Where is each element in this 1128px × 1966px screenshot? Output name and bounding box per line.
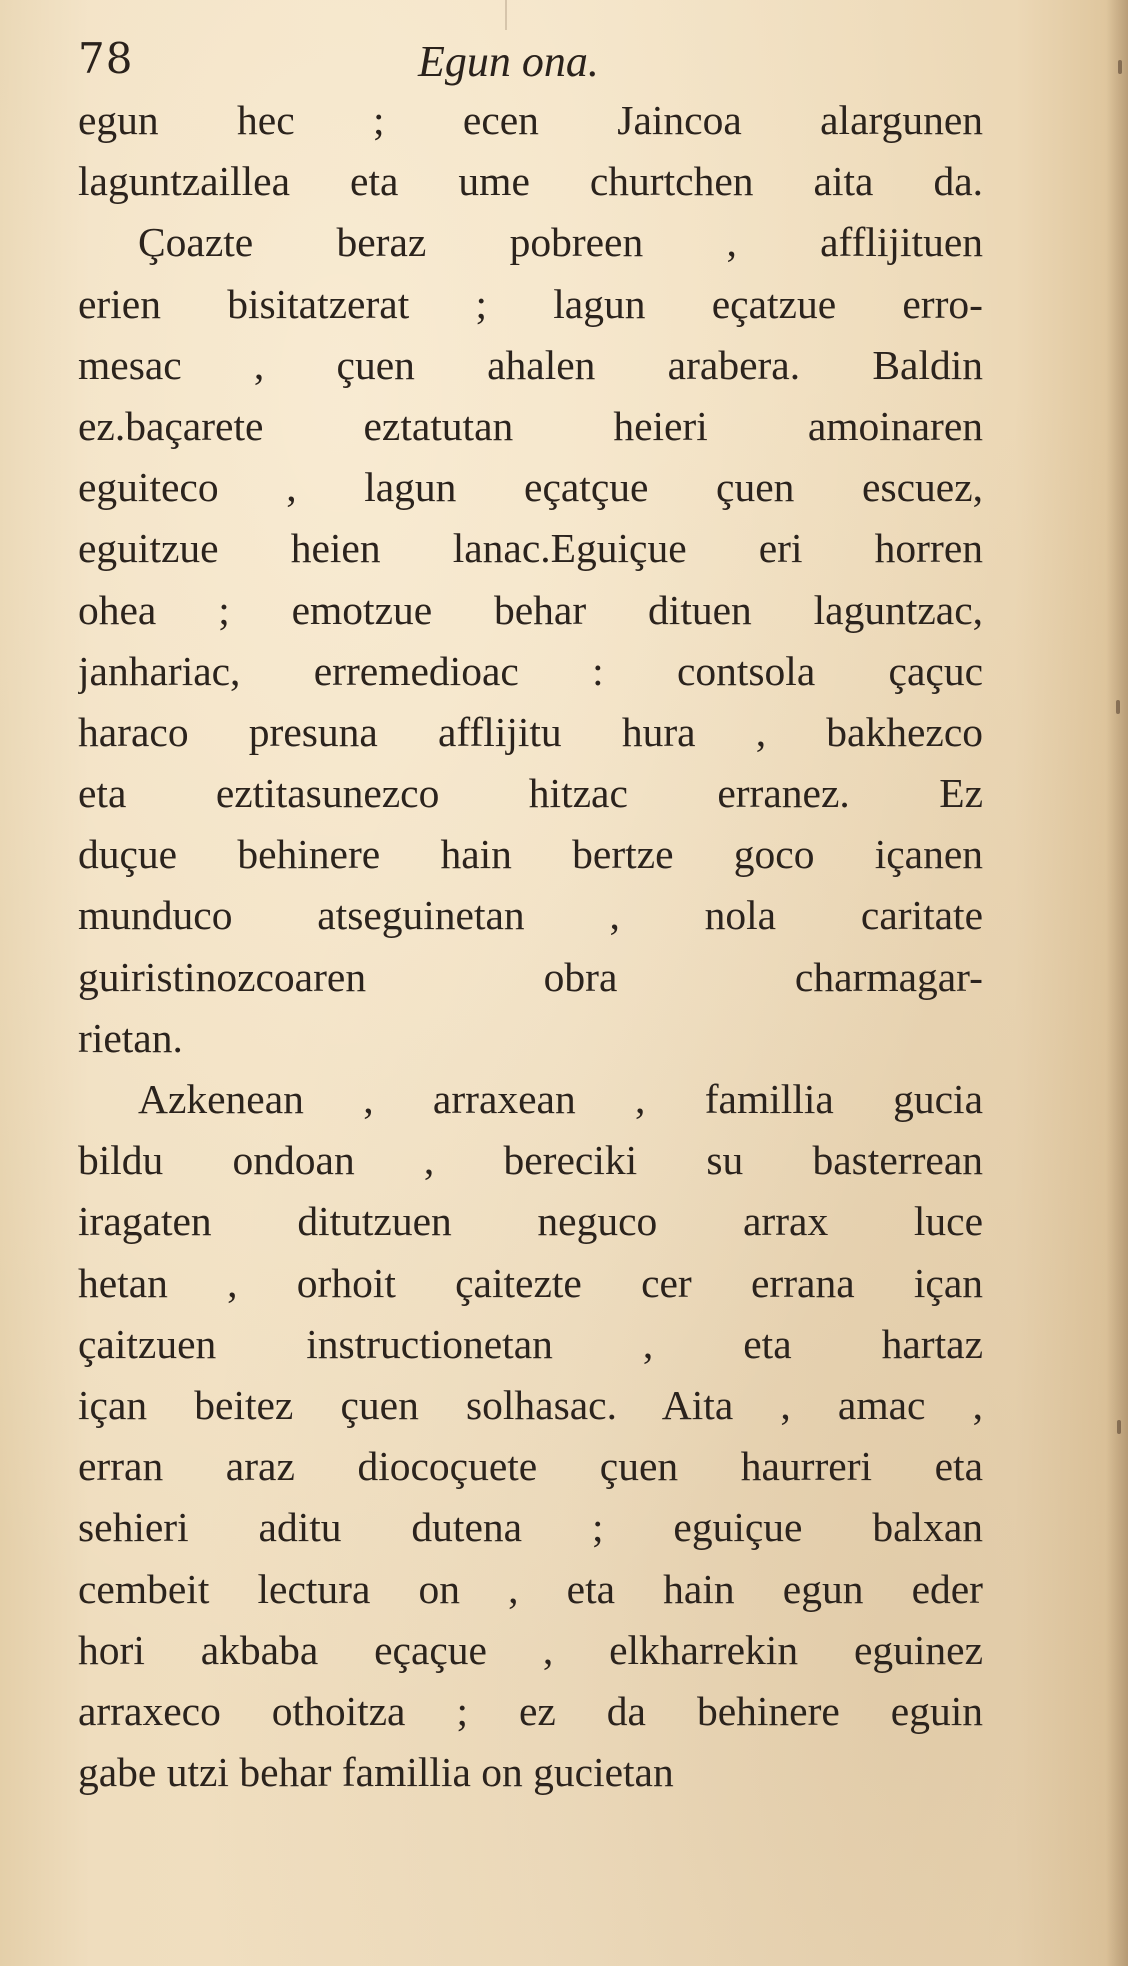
text-line: janhariac, erremedioac : contsola çaçuc bbox=[78, 647, 983, 694]
paper-speck bbox=[1116, 700, 1120, 714]
text-line: iragaten ditutzuen neguco arrax luce bbox=[78, 1198, 983, 1245]
text-line: sehieri aditu dutena ; eguiçue balxan bbox=[78, 1504, 983, 1551]
body-text bbox=[78, 90, 983, 1803]
text-line: rietan. bbox=[78, 1014, 183, 1061]
text-line: Çoazte beraz pobreen , afflijituen bbox=[138, 219, 983, 266]
text-line: haraco presuna afflijitu hura , bakhezco bbox=[78, 708, 983, 755]
text-line: guiristinozcoaren obra charmagar- bbox=[78, 953, 983, 1000]
text-line: gabe utzi behar famillia on gucietan bbox=[78, 1749, 674, 1796]
text-line: cembeit lectura on , eta hain egun eder bbox=[78, 1565, 983, 1612]
text-line: erran araz diocoçuete çuen haurreri eta bbox=[78, 1443, 983, 1490]
text-line: eguiteco , lagun eçatçue çuen escuez, bbox=[78, 464, 983, 511]
text-line: hetan , orhoit çaitezte cer errana içan bbox=[78, 1259, 983, 1306]
paper-speck bbox=[1118, 60, 1122, 74]
running-head: Egun ona. bbox=[418, 37, 599, 86]
page-edge-shadow bbox=[1106, 0, 1128, 1966]
text-line: munduco atseguinetan , nola caritate bbox=[78, 892, 983, 939]
page-fold-mark bbox=[505, 0, 507, 30]
text-line: ez.baçarete eztatutan heieri amoinaren bbox=[78, 402, 983, 449]
text-line: mesac , çuen ahalen arabera. Baldin bbox=[78, 341, 983, 388]
page-number: 78 bbox=[78, 34, 134, 83]
text-line: laguntzaillea eta ume churtchen aita da. bbox=[78, 158, 983, 205]
text-line: hori akbaba eçaçue , elkharrekin eguinez bbox=[78, 1626, 983, 1673]
text-line: eguitzue heien lanac.Eguiçue eri horren bbox=[78, 525, 983, 572]
text-line: ohea ; emotzue behar dituen laguntzac, bbox=[78, 586, 983, 633]
text-line: çaitzuen instructionetan , eta hartaz bbox=[78, 1320, 983, 1367]
text-line: egun hec ; ecen Jaincoa alargunen bbox=[78, 97, 983, 143]
text-line: duçue behinere hain bertze goco içanen bbox=[78, 831, 983, 878]
text-line: eta eztitasunezco hitzac erranez. Ez bbox=[78, 770, 983, 817]
text-line: Azkenean , arraxean , famillia gucia bbox=[138, 1076, 983, 1122]
text-line: bildu ondoan , bereciki su basterrean bbox=[78, 1137, 983, 1184]
page-header bbox=[78, 34, 998, 94]
text-line: arraxeco othoitza ; ez da behinere eguin bbox=[78, 1687, 983, 1734]
text-line: içan beitez çuen solhasac. Aita , amac , bbox=[78, 1381, 983, 1428]
text-line: erien bisitatzerat ; lagun eçatzue erro- bbox=[78, 280, 983, 327]
paper-speck bbox=[1117, 1420, 1121, 1434]
